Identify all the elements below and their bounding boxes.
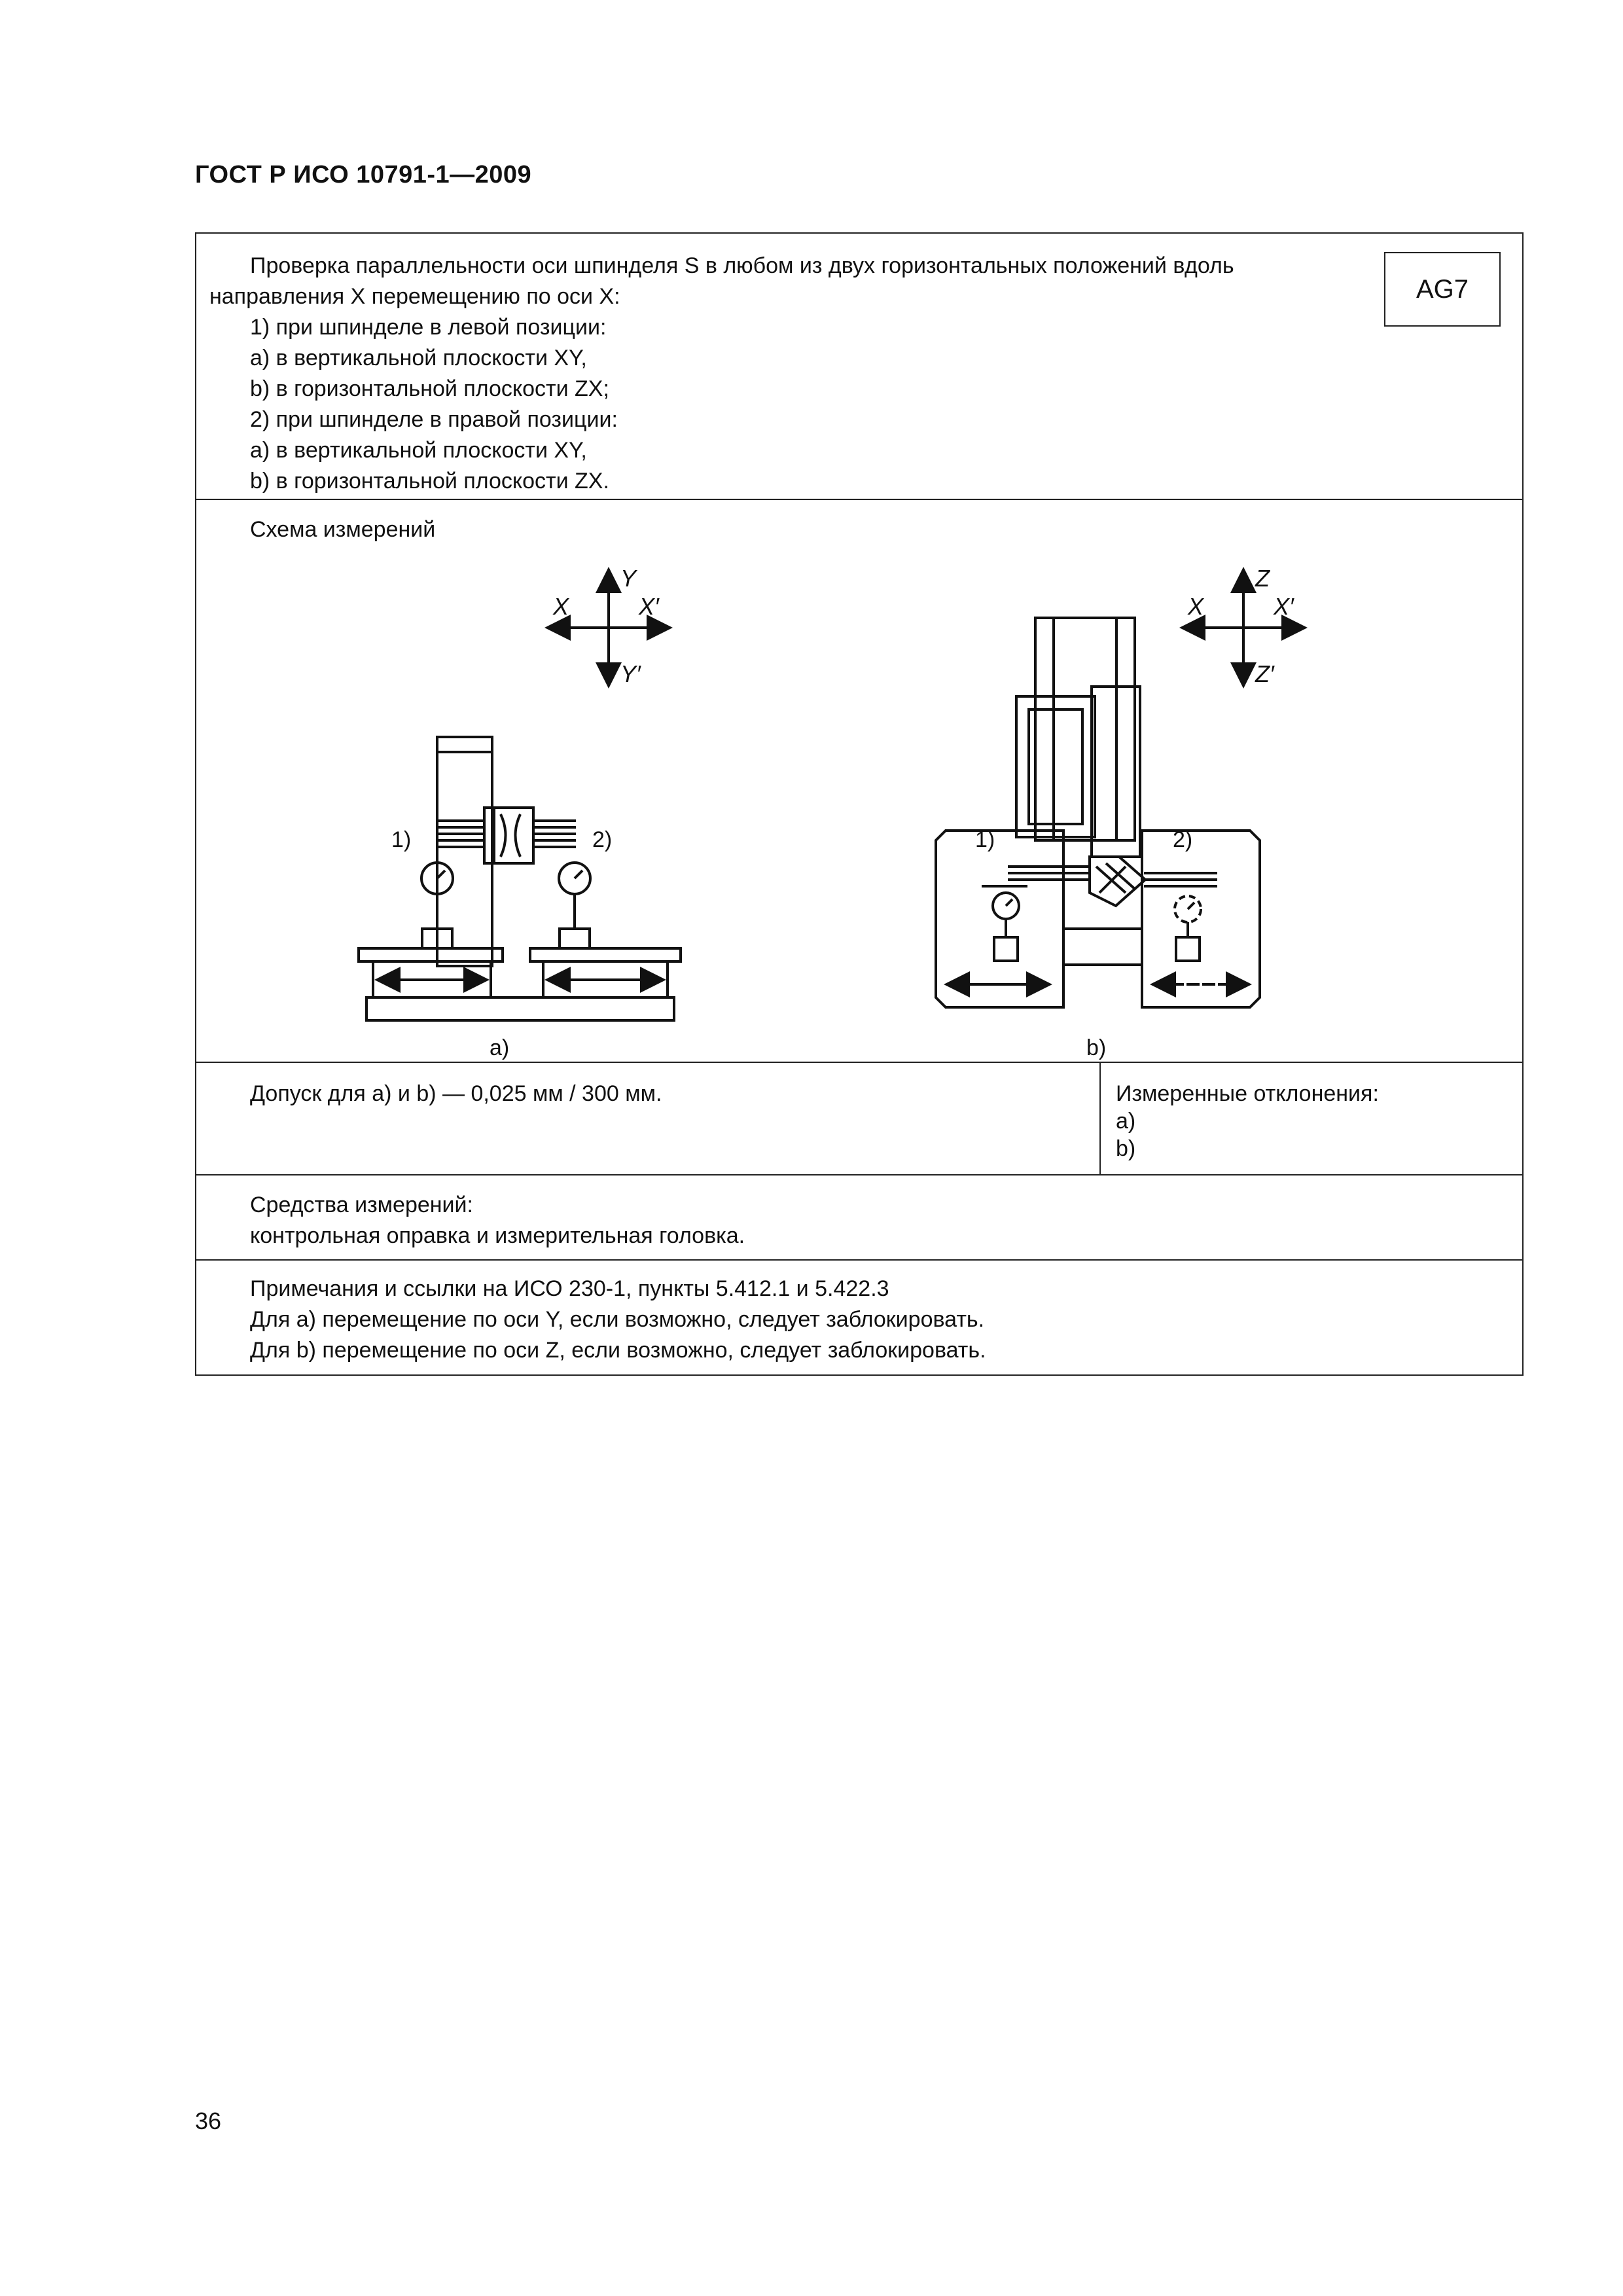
check-item: b) в горизонтальной плоскости ZX. [250, 469, 609, 493]
position-1-label: 1) [975, 827, 995, 852]
inspection-table [195, 232, 1524, 1376]
column-divider [1099, 1063, 1101, 1174]
check-description-line2: направления X перемещению по оси X: [209, 284, 620, 309]
axis-label-x: X [553, 593, 569, 620]
notes-title: Примечания и ссылки на ИСО 230-1, пункты 5.412.1 и 5.422.3 [250, 1276, 889, 1301]
check-description-section [196, 234, 1522, 499]
document-header: ГОСТ Р ИСО 10791-1—2009 [195, 161, 532, 188]
caption-b: b) [1086, 1035, 1107, 1060]
position-2-label: 2) [592, 827, 613, 852]
machine-a-drawing [359, 737, 681, 1062]
measurement-diagram [196, 500, 1522, 1062]
check-item: a) в вертикальной плоскости XY, [250, 346, 587, 370]
position-2-label: 2) [1173, 827, 1193, 852]
check-description-line1: Проверка параллельности оси шпинделя S в любом из двух горизонтальных положений вдоль [250, 253, 1234, 278]
axis-label-x: X [1188, 593, 1204, 620]
instruments-title: Средства измерений: [250, 1193, 473, 1217]
caption-a: a) [490, 1035, 510, 1060]
axes-xy-icon [550, 572, 668, 683]
instruments-section [196, 1174, 1522, 1259]
notes-section [196, 1259, 1522, 1376]
axis-label-y: Y [620, 565, 637, 592]
measured-deviations-title: Измеренные отклонения: [1116, 1081, 1379, 1106]
check-item: a) в вертикальной плоскости XY, [250, 438, 587, 463]
page-number: 36 [195, 2108, 222, 2134]
tolerance-text: Допуск для a) и b) — 0,025 мм / 300 мм. [250, 1081, 662, 1106]
axis-label-y-prime: Y′ [620, 660, 641, 687]
axis-label-z-prime: Z′ [1255, 660, 1274, 687]
machine-b-drawing [936, 618, 1260, 1007]
diagram-title: Схема измерений [250, 517, 436, 542]
measured-deviation-b: b) [1116, 1136, 1136, 1161]
instruments-text: контрольная оправка и измерительная головка. [250, 1223, 745, 1248]
position-1-label: 1) [391, 827, 412, 852]
notes-line: Для a) перемещение по оси Y, если возможно, следует заблокировать. [250, 1307, 985, 1332]
tolerance-section [196, 1062, 1522, 1174]
check-code-badge: AG7 [1384, 252, 1501, 327]
check-item: 1) при шпинделе в левой позиции: [250, 315, 607, 340]
axis-label-z: Z [1255, 565, 1270, 592]
measured-deviation-a: a) [1116, 1109, 1136, 1134]
check-item: 2) при шпинделе в правой позиции: [250, 407, 618, 432]
notes-line: Для b) перемещение по оси Z, если возможно, следует заблокировать. [250, 1338, 986, 1363]
measurement-diagram-section [196, 499, 1522, 1062]
axis-label-x-prime: X′ [639, 593, 659, 620]
axis-label-x-prime: X′ [1274, 593, 1294, 620]
axes-xz-icon [1185, 572, 1302, 683]
check-item: b) в горизонтальной плоскости ZX; [250, 376, 609, 401]
